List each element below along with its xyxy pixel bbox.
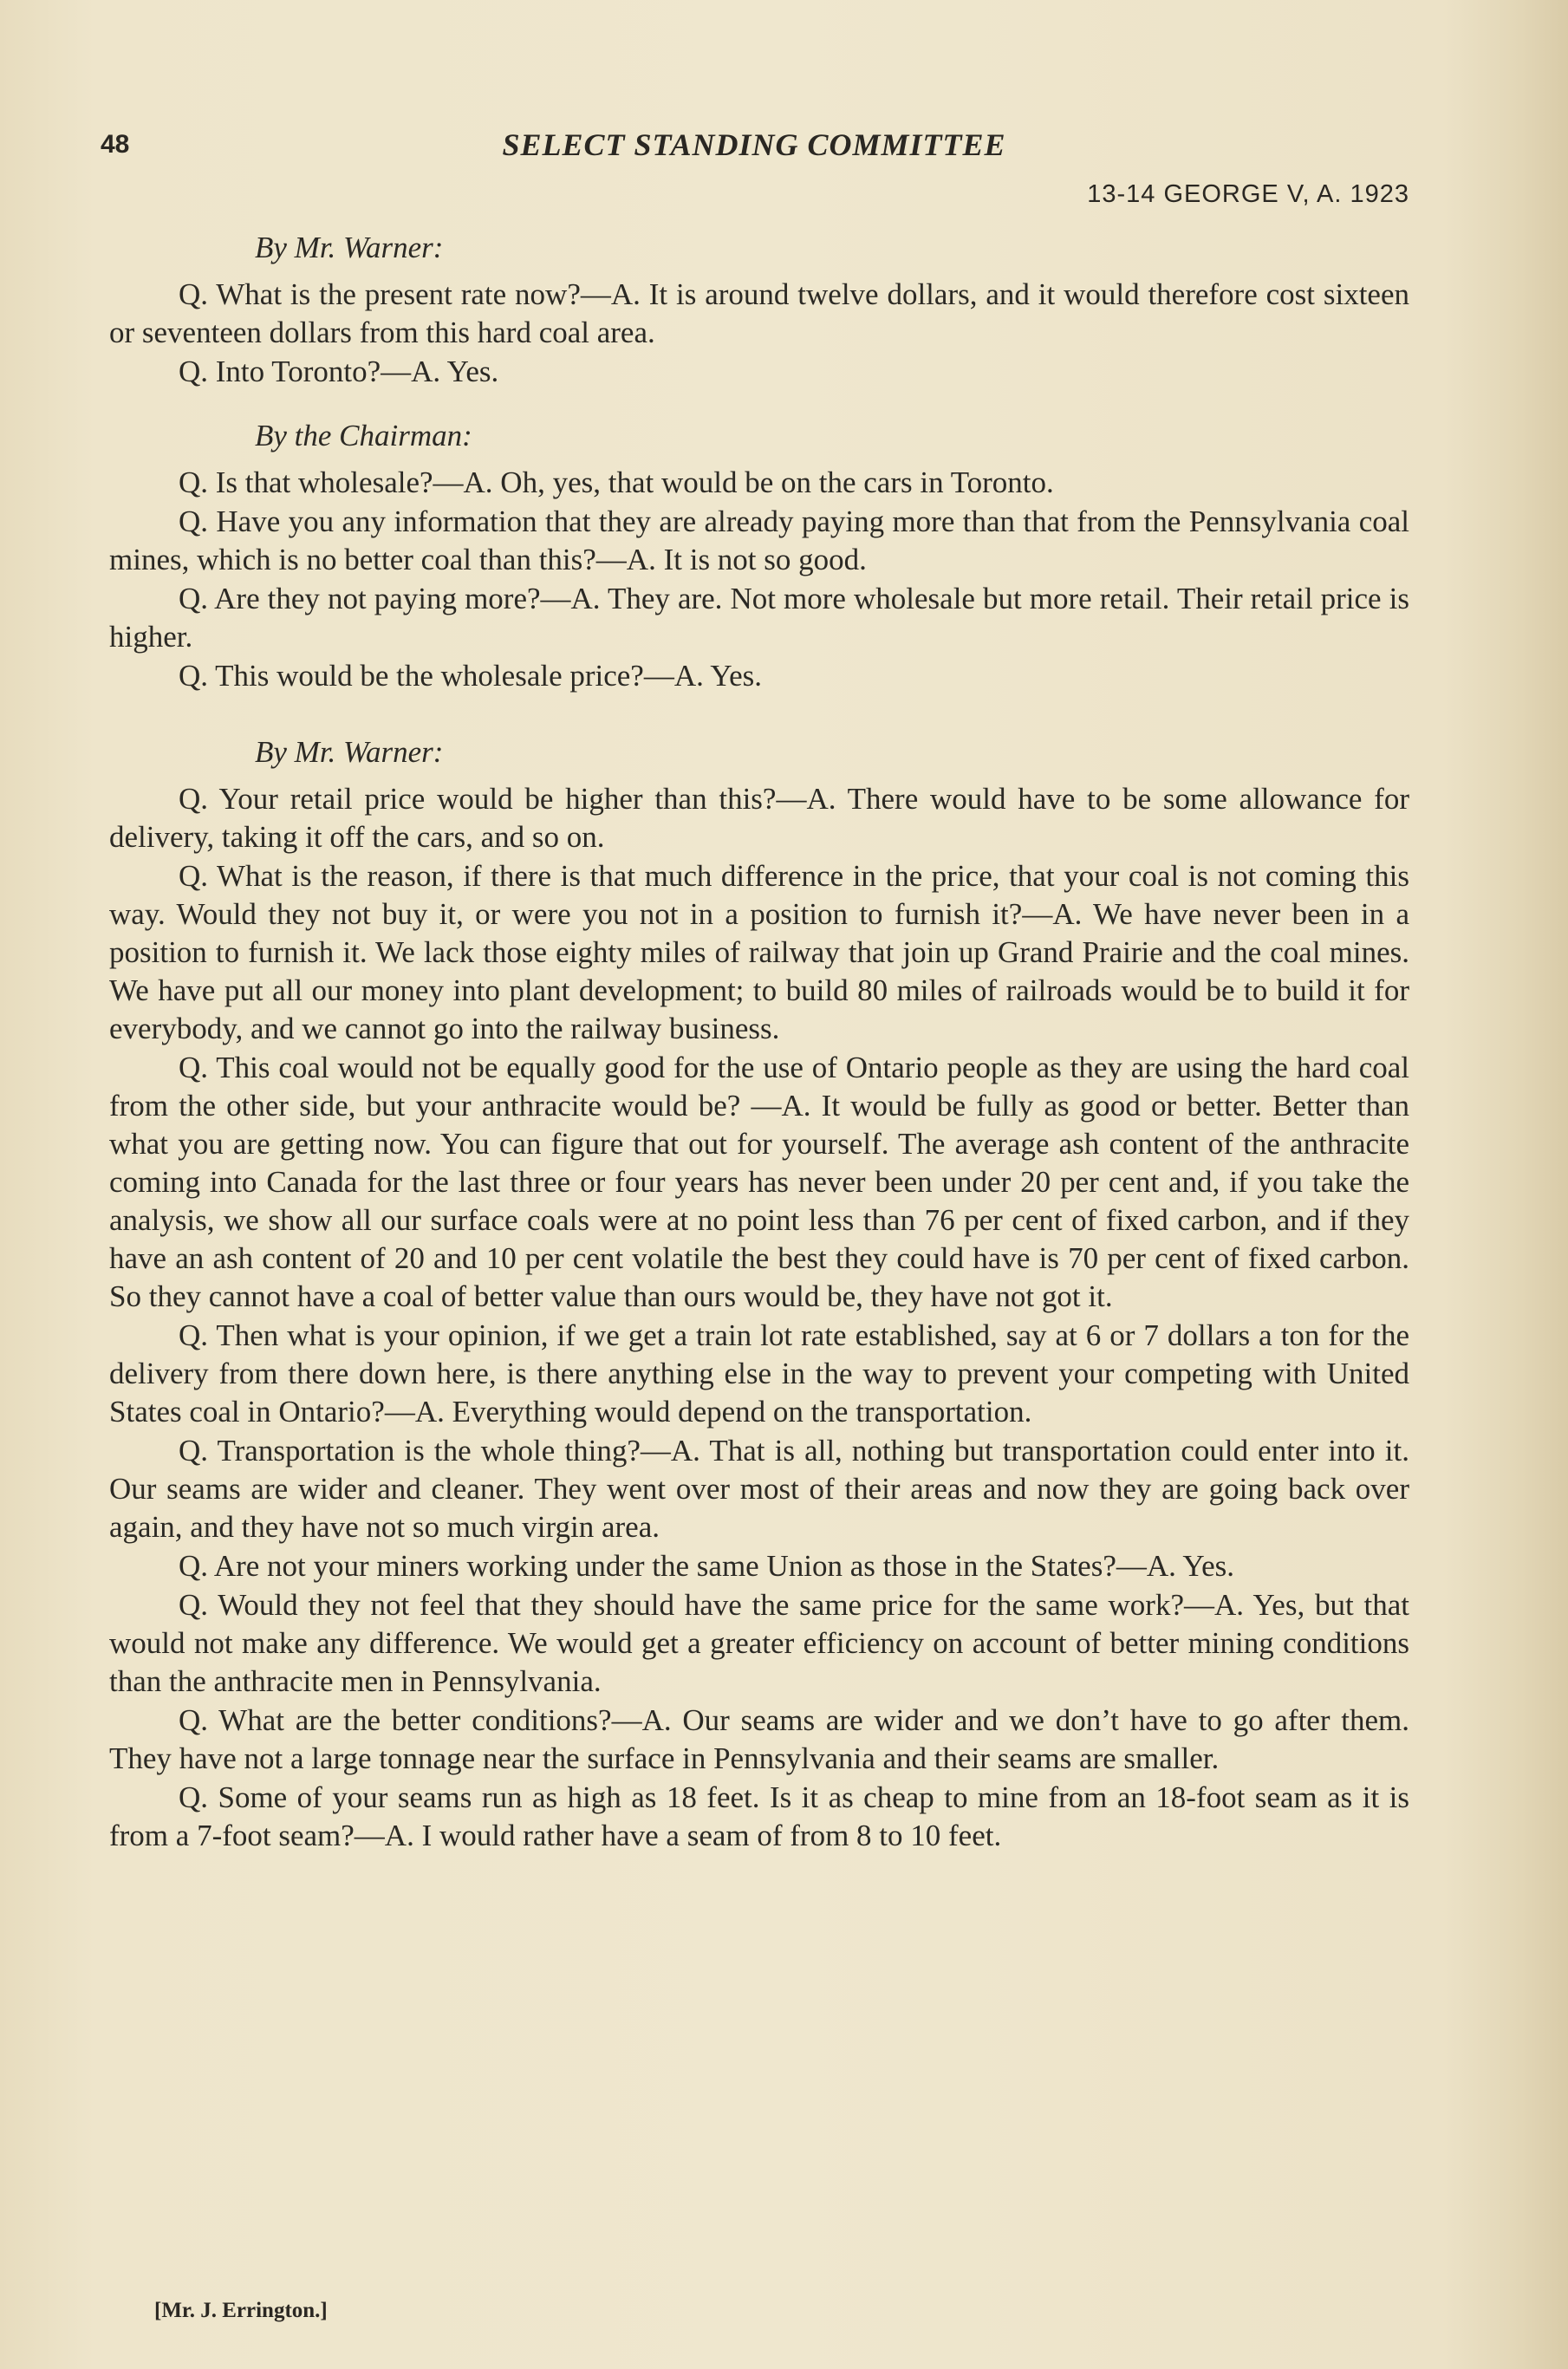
qa-paragraph: Q. This would be the wholesale price?—A. Yes.: [179, 659, 762, 693]
qa-paragraph: Q. What is the reason, if there is that much difference in the price, that your coal is not coming this way. Would they not buy it, or were you not in a position to furnish it?—A. We have never been in a position to furnish it. We lack those eighty miles of railway that join up Grand Prairie and the coal mines. We have put all our money into plant development; to build 80 miles of railroads would be to build it for everybody, and we cannot go into the railway business.: [109, 859, 1409, 1045]
qa-paragraph: Q. What are the better conditions?—A. Our seams are wider and we don’t have to go after them. They have not a large tonnage near the surface in Pennsylvania and their seams are smaller.: [109, 1703, 1409, 1775]
speaker-heading: By Mr. Warner:: [255, 231, 444, 264]
qa-paragraph: Q. This coal would not be equally good for the use of Ontario people as they are using the hard coal from the other side, but your anthracite would be? —A. It would be fully as good or better. Better than what you are getting now. You can figure that out for yourself. The average ash content of the anthracite coming into Canada for the last three or four years has never been under 20 per cent and, if you take the analysis, we show all our surface coals were at no point less than 76 per cent of fixed carbon, and if they have an ash content of 20 and 10 per cent volatile the best they could have is 70 per cent of fixed carbon. So they cannot have a coal of better value than ours would be, they have not got it.: [109, 1051, 1409, 1313]
qa-paragraph: Q. Some of your seams run as high as 18 feet. Is it as cheap to mine from an 18-foot seam as it is from a 7-foot seam?—A. I would rather have a seam of from 8 to 10 feet.: [109, 1780, 1409, 1852]
qa-paragraph: Q. Are they not paying more?—A. They are. Not more wholesale but more retail. Their retail price is higher.: [109, 582, 1409, 654]
speaker-heading: By the Chairman:: [255, 419, 472, 452]
transcript-body: [109, 224, 1409, 1856]
speaker-heading: By Mr. Warner:: [255, 735, 444, 769]
qa-paragraph: Q. Your retail price would be higher than this?—A. There would have to be some allowance for delivery, taking it off the cars, and so on.: [109, 782, 1409, 854]
page-number: 48: [101, 130, 130, 159]
qa-paragraph: Q. What is the present rate now?—A. It is around twelve dollars, and it would therefore cost sixteen or seventeen dollars from this hard coal area.: [109, 277, 1409, 349]
qa-paragraph: Q. Into Toronto?—A. Yes.: [179, 355, 499, 388]
qa-paragraph: Q. Then what is your opinion, if we get a train lot rate established, say at 6 or 7 dollars a ton for the delivery from there down here, is there anything else in the way to prevent your competing with United States coal in Ontario?—A. Everything would depend on the transportation.: [109, 1318, 1409, 1429]
session-label: 13-14 GEORGE V, A. 1923: [1087, 180, 1409, 208]
running-head: SELECT STANDING COMMITTEE: [502, 127, 1006, 162]
qa-paragraph: Q. Is that wholesale?—A. Oh, yes, that would be on the cars in Toronto.: [179, 465, 1054, 499]
witness-footer: [Mr. J. Errington.]: [154, 2299, 328, 2322]
qa-paragraph: Q. Are not your miners working under the same Union as those in the States?—A. Yes.: [179, 1549, 1235, 1583]
qa-paragraph: Q. Would they not feel that they should have the same price for the same work?—A. Yes, but that would not make any difference. We would get a greater efficiency on account of better mining conditions than the anthracite men in Pennsylvania.: [109, 1588, 1409, 1698]
qa-paragraph: Q. Transportation is the whole thing?—A. That is all, nothing but transportation could enter into it. Our seams are wider and cleaner. They went over most of their areas and now they are going back over again, and they have not so much virgin area.: [109, 1434, 1409, 1544]
qa-paragraph: Q. Have you any information that they are already paying more than that from the Pennsylvania coal mines, which is no better coal than this?—A. It is not so good.: [109, 504, 1409, 576]
